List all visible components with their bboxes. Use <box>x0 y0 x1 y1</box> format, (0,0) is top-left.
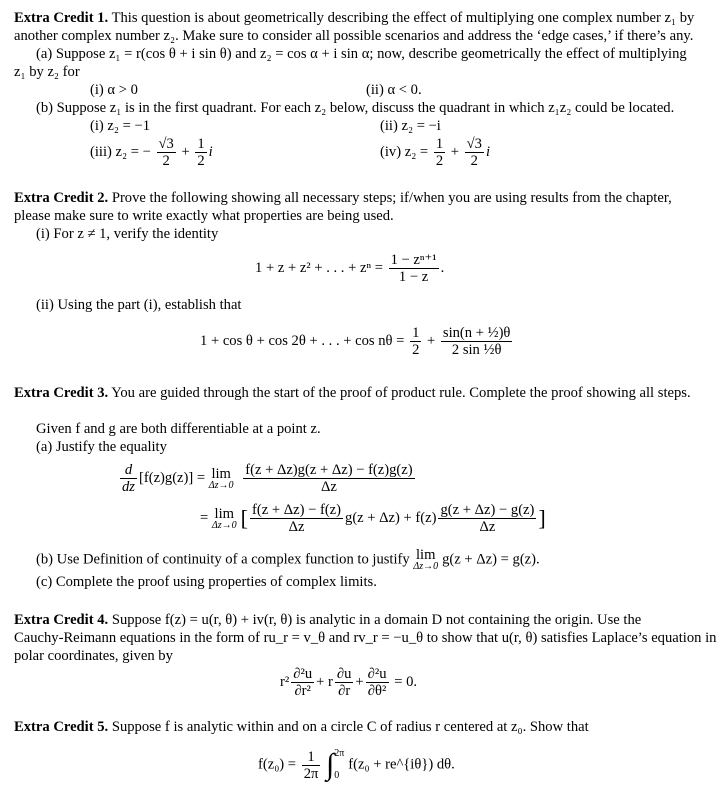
ec3-given: Given f and g are both differentiable at a point z. <box>36 421 321 437</box>
ec3-part-b <box>36 548 540 572</box>
ec1-part-a2: z₁ by z₂ for <box>14 64 80 80</box>
ec3-lim3 <box>413 548 438 572</box>
frac-den: 2 <box>197 153 205 169</box>
ec2-intro1: Prove the following showing all necessary steps; if/when you are using results from the chapter, <box>111 190 672 206</box>
imag-unit: i <box>485 143 491 160</box>
ec4-frac2 <box>335 666 354 699</box>
ec3-b-lead: (b) Use Definition of continuity of a complex function to justify <box>36 551 410 568</box>
frac-num: 1 <box>435 136 444 152</box>
ec2-eq2-half <box>410 325 421 358</box>
r-squared: r² <box>280 673 290 690</box>
ec1-b-iii-frac2 <box>195 136 206 169</box>
frac-den: 2 <box>465 152 484 169</box>
ec2-eq2-lhs: 1 + cos θ + cos 2θ + . . . + cos nθ = <box>200 332 405 349</box>
integral-limits <box>334 743 344 787</box>
ec1-title: Extra Credit 1. <box>14 10 109 26</box>
plus-r: + r <box>316 673 333 690</box>
plus-sign: + <box>355 673 364 690</box>
frac-num: ∂²u <box>293 666 313 682</box>
integral-lower: 0 <box>334 770 340 781</box>
ec1-b-iv-frac1 <box>434 136 445 169</box>
ec3-frac2 <box>250 502 343 535</box>
ec1-b-iv <box>380 136 490 169</box>
equals-zero: = 0. <box>394 673 418 690</box>
frac-num: ∂u <box>336 666 352 682</box>
ec2-eq1 <box>255 252 444 285</box>
ec3-intro: You are guided through the start of the proof of product rule. Complete the proof showing all steps. <box>111 385 691 401</box>
ec5-coef <box>302 749 321 782</box>
ec3-lim1 <box>209 467 234 491</box>
ec2-eq1-frac <box>389 252 439 285</box>
ec5-integrand: f(z₀ + re^{iθ}) dθ. <box>348 756 455 773</box>
ec2-intro2: please make sure to write exactly what properties are being used. <box>14 208 394 224</box>
ec5-text1: Suppose f is analytic within and on a circle C of radius r centered at z₀. Show that <box>111 719 589 735</box>
ec5-lhs: f(z₀) = <box>258 756 297 773</box>
ec3-lhs: [f(z)g(z)] = <box>138 469 206 486</box>
ec4-text1: Suppose f(z) = u(r, θ) + iv(r, θ) is analytic in a domain D not containing the origin. Use the <box>111 612 642 628</box>
ec3-eq-row1 <box>118 462 417 495</box>
frac-num: 1 − zⁿ⁺¹ <box>390 252 437 268</box>
frac-num: √3 <box>158 136 174 152</box>
ec3-frac1 <box>243 462 414 495</box>
frac-den: dz <box>122 479 135 495</box>
ec2-line1 <box>14 190 672 207</box>
frac-num: f(z + Δz) − f(z) <box>251 502 342 518</box>
ec2-part-i: (i) For z ≠ 1, verify the identity <box>36 226 219 242</box>
frac-den: ∂r² <box>291 682 314 699</box>
ec4-laplace-eq <box>280 666 417 699</box>
ec4-line3: polar coordinates, given by <box>14 648 173 664</box>
ec1-b-iv-lead: (iv) z₂ = <box>380 143 429 160</box>
frac-num: √3 <box>466 136 482 152</box>
ec2-part-ii: (ii) Using the part (i), establish that <box>36 297 242 313</box>
ec3-part-a: (a) Justify the equality <box>36 439 167 455</box>
ec4-frac1 <box>291 666 314 699</box>
lim-sub: Δz→0 <box>413 561 439 572</box>
ec3-b-tail: g(z + Δz) = g(z). <box>442 551 540 568</box>
equals-sign: = <box>200 509 209 526</box>
ec5-title: Extra Credit 5. <box>14 719 109 735</box>
ec3-frac3 <box>438 502 536 535</box>
frac-num: ∂²u <box>367 666 387 682</box>
lim-text: lim <box>211 465 231 482</box>
lim-text: lim <box>214 505 234 522</box>
frac-den: ∂r <box>335 682 354 699</box>
ec3-lim2 <box>212 507 237 531</box>
frac-den: Δz <box>438 518 536 535</box>
period: . <box>440 259 445 276</box>
right-bracket: ] <box>538 505 546 531</box>
integral-sign: ∫ <box>326 748 335 781</box>
ec2-eq2-frac <box>441 325 513 358</box>
ec2-eq2 <box>200 325 514 358</box>
lim-sub: Δz→0 <box>208 479 234 491</box>
frac-den: 2 <box>435 153 444 169</box>
lim-sub: Δz→0 <box>211 519 237 531</box>
plus-sign: + <box>450 143 460 160</box>
lim-text: lim <box>415 547 436 563</box>
ec3-title: Extra Credit 3. <box>14 385 109 401</box>
ec1-part-b: (b) Suppose z₁ is in the first quadrant. For each z₂ below, discuss the quadrant in which z₁z₂ could be located. <box>36 100 675 116</box>
ec1-part-a1: (a) Suppose z₁ = r(cos θ + i sin θ) and z₂ = cos α + i sin α; now, describe geometrically the effect of multiplying <box>36 46 687 62</box>
ec1-a-i: (i) α > 0 <box>90 82 138 98</box>
ec3-line1 <box>14 385 691 402</box>
ec1-b-iv-frac2 <box>465 136 484 169</box>
ec1-b-iii <box>90 136 213 169</box>
plus-sign: + <box>181 143 190 160</box>
frac-num: sin(n + ½)θ <box>442 325 511 341</box>
ec1-intro2: another complex number z₂. Make sure to consider all possible scenarios and address the ‘edge cases,’ if there’s any. <box>14 28 694 44</box>
ec2-eq1-lhs: 1 + z + z² + . . . + zⁿ = <box>255 259 383 276</box>
ec1-b-i: (i) z₂ = −1 <box>90 118 151 134</box>
frac-den: 2 <box>412 342 420 358</box>
frac-den: 1 − z <box>389 268 439 285</box>
ec5-mean-value-eq <box>258 743 455 787</box>
ec3-mid-term: g(z + Δz) + f(z) <box>345 509 437 526</box>
ec2-title: Extra Credit 2. <box>14 190 109 206</box>
frac-den: ∂θ² <box>366 682 389 699</box>
plus-sign: + <box>427 332 436 349</box>
ec4-line2: Cauchy-Reimann equations in the form of ru_r = v_θ and rv_r = −u_θ to show that u(r, θ) satisfies Laplace’s equation in <box>14 630 717 646</box>
ec3-derivative <box>120 462 137 495</box>
ec4-line1 <box>14 612 641 629</box>
frac-den: 2 sin ½θ <box>441 341 513 358</box>
integral-upper: 2π <box>334 748 345 759</box>
frac-num: 1 <box>412 325 420 341</box>
ec1-b-iii-frac1 <box>157 136 176 169</box>
ec1-a-ii: (ii) α < 0. <box>366 82 422 98</box>
frac-den: Δz <box>250 518 343 535</box>
frac-num: 1 <box>197 136 205 152</box>
ec5-line1 <box>14 719 589 736</box>
frac-den: 2π <box>303 765 319 782</box>
frac-num: 1 <box>307 748 315 765</box>
frac-den: 2 <box>157 152 176 169</box>
imag-unit: i <box>208 143 213 160</box>
ec1-line1 <box>14 10 694 27</box>
frac-num: g(z + Δz) − g(z) <box>440 502 535 518</box>
left-bracket: [ <box>240 505 248 531</box>
ec1-intro1: This question is about geometrically describing the effect of multiplying one complex number z₁ by <box>111 10 695 26</box>
ec1-b-ii: (ii) z₂ = −i <box>380 118 441 134</box>
ec3-part-c: (c) Complete the proof using properties of complex limits. <box>36 574 377 590</box>
ec4-frac3 <box>366 666 389 699</box>
frac-num: f(z + Δz)g(z + Δz) − f(z)g(z) <box>245 462 413 478</box>
frac-den: Δz <box>243 478 414 495</box>
ec1-b-iii-lead: (iii) z₂ = − <box>90 143 151 160</box>
ec3-eq-row2 <box>200 502 546 535</box>
ec4-title: Extra Credit 4. <box>14 612 109 628</box>
frac-num: d <box>124 462 133 478</box>
